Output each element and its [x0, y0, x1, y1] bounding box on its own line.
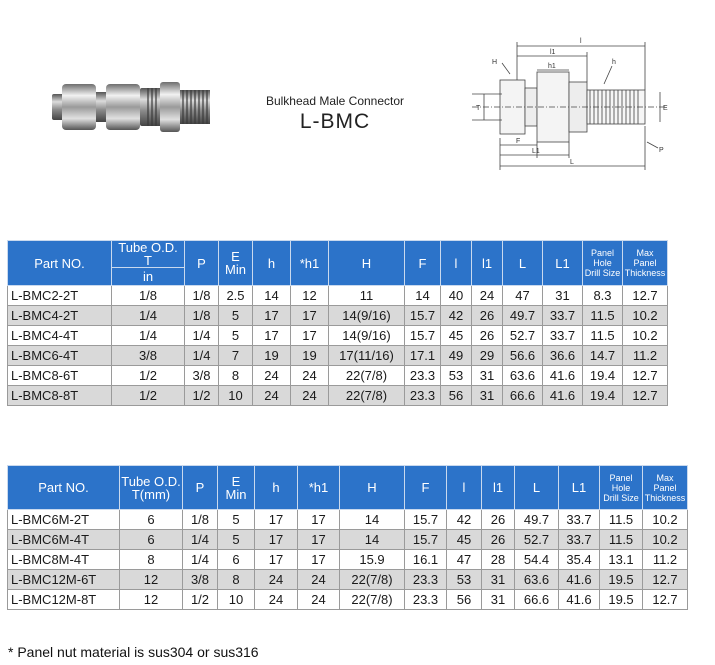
header-max-panel-1: Max	[656, 472, 674, 483]
table-cell: 26	[482, 510, 515, 530]
header-H: H	[329, 241, 405, 286]
table-cell: 63.6	[503, 366, 543, 386]
table-cell: 40	[441, 286, 472, 306]
table-cell: 19	[291, 346, 329, 366]
table-cell: 24	[298, 590, 340, 610]
header-panel-hole-1: Panel	[590, 248, 615, 258]
product-header	[0, 0, 715, 200]
table-cell: 24	[291, 386, 329, 406]
drawing-label-E: E	[663, 105, 668, 112]
table-cell: 14	[405, 286, 441, 306]
header-max-panel-3: Thickness	[624, 268, 666, 278]
table-cell: 16.1	[405, 550, 447, 570]
table-cell: 49.7	[503, 306, 543, 326]
part-number-cell: L-BMC8-6T	[8, 366, 112, 386]
table-cell: 24	[255, 570, 298, 590]
part-number-cell: L-BMC6-4T	[8, 346, 112, 366]
table-cell: 1/4	[112, 306, 185, 326]
table-cell: 19.5	[600, 590, 643, 610]
table-cell: 11.5	[600, 510, 643, 530]
table-cell: 66.6	[503, 386, 543, 406]
table-cell: 42	[447, 510, 482, 530]
table-cell: 28	[482, 550, 515, 570]
table-cell: 8	[219, 366, 253, 386]
table-cell: 22(7/8)	[329, 386, 405, 406]
table-cell: 66.6	[515, 590, 559, 610]
table-cell: 17	[255, 510, 298, 530]
table-cell: 12.7	[623, 286, 668, 306]
header-max-panel-2: Panel	[633, 258, 657, 268]
table-cell: 23.3	[405, 386, 441, 406]
table-row	[8, 570, 688, 590]
part-number-cell: L-BMC4-4T	[8, 326, 112, 346]
table-cell: 17	[253, 326, 291, 346]
header-panel-hole-3: Drill Size	[584, 268, 621, 278]
header-tube-t: T	[144, 253, 152, 268]
table-cell: 15.7	[405, 306, 441, 326]
header-tube-unit: in	[112, 268, 185, 286]
header-e-min: Min	[225, 262, 246, 277]
table-row	[8, 550, 688, 570]
table-cell: 6	[120, 530, 183, 550]
header-h1: *h1	[298, 466, 340, 510]
table-cell: 36.6	[543, 346, 583, 366]
header-tube-od	[112, 241, 185, 268]
table-row	[8, 326, 668, 346]
spec-table-metric-body	[8, 510, 688, 610]
table-cell: 14	[253, 286, 291, 306]
table-cell: 41.6	[543, 366, 583, 386]
part-number-cell: L-BMC6M-4T	[8, 530, 120, 550]
table-cell: 8.3	[583, 286, 623, 306]
table-cell: 29	[472, 346, 503, 366]
table-cell: 3/8	[112, 346, 185, 366]
table-cell: 54.4	[515, 550, 559, 570]
table-row	[8, 286, 668, 306]
spec-table-inch-body	[8, 286, 668, 406]
table-cell: 10.2	[623, 306, 668, 326]
header-L1: L1	[543, 241, 583, 286]
table-cell: 15.7	[405, 530, 447, 550]
drawing-label-H: H	[492, 59, 498, 66]
header-panel-hole	[600, 466, 643, 510]
table-cell: 5	[219, 306, 253, 326]
table-cell: 31	[482, 590, 515, 610]
table-cell: 31	[472, 366, 503, 386]
table-row	[8, 530, 688, 550]
table-cell: 31	[543, 286, 583, 306]
table-cell: 49	[441, 346, 472, 366]
table-cell: 19.4	[583, 366, 623, 386]
table-cell: 33.7	[543, 306, 583, 326]
header-e-min: Min	[225, 486, 247, 502]
table-cell: 14	[340, 530, 405, 550]
table-cell: 1/8	[185, 286, 219, 306]
table-cell: 11.2	[643, 550, 688, 570]
table-cell: 12.7	[643, 570, 688, 590]
table-cell: 17	[253, 306, 291, 326]
table-cell: 5	[219, 326, 253, 346]
table-cell: 17	[255, 550, 298, 570]
table-cell: 3/8	[185, 366, 219, 386]
table-cell: 24	[298, 570, 340, 590]
header-e	[219, 241, 253, 286]
table-row	[8, 366, 668, 386]
spec-table-metric	[7, 465, 688, 610]
drawing-label-h1: h1	[548, 63, 556, 70]
header-p: P	[183, 466, 218, 510]
header-l1: l1	[472, 241, 503, 286]
table-cell: 13.1	[600, 550, 643, 570]
header-part-no: Part NO.	[8, 466, 120, 510]
drawing-label-l1: l1	[550, 49, 556, 56]
table-row	[8, 306, 668, 326]
table-cell: 10.2	[643, 510, 688, 530]
table-cell: 33.7	[543, 326, 583, 346]
header-F: F	[405, 466, 447, 510]
table-row	[8, 386, 668, 406]
table-cell: 33.7	[559, 510, 600, 530]
header-H: H	[340, 466, 405, 510]
table-cell: 11.5	[583, 306, 623, 326]
header-h1: *h1	[291, 241, 329, 286]
table-cell: 8	[218, 570, 255, 590]
table-cell: 17	[291, 326, 329, 346]
table-cell: 23.3	[405, 366, 441, 386]
table-cell: 3/8	[183, 570, 218, 590]
header-l: l	[441, 241, 472, 286]
table-cell: 5	[218, 510, 255, 530]
header-panel-hole	[583, 241, 623, 286]
table-cell: 45	[447, 530, 482, 550]
bulkhead-connector-photo-icon	[52, 78, 212, 136]
table-cell: 12.7	[643, 590, 688, 610]
table-cell: 26	[472, 326, 503, 346]
table-cell: 53	[441, 366, 472, 386]
header-max-panel	[623, 241, 668, 286]
header-L: L	[515, 466, 559, 510]
header-h: h	[253, 241, 291, 286]
header-max-panel-2: Panel	[653, 482, 677, 493]
table-cell: 6	[120, 510, 183, 530]
table-row	[8, 510, 688, 530]
table-cell: 42	[441, 306, 472, 326]
header-e	[218, 466, 255, 510]
table-cell: 17	[298, 550, 340, 570]
table-cell: 56.6	[503, 346, 543, 366]
table-cell: 10	[219, 386, 253, 406]
table-cell: 1/4	[183, 530, 218, 550]
table-cell: 45	[441, 326, 472, 346]
table-cell: 7	[219, 346, 253, 366]
header-e-label: E	[231, 473, 241, 489]
table-cell: 1/4	[112, 326, 185, 346]
header-panel-hole-2: Hole	[611, 482, 631, 493]
table-cell: 23.3	[405, 570, 447, 590]
header-l: l	[447, 466, 482, 510]
drawing-label-F: F	[516, 138, 521, 145]
table-cell: 17	[298, 530, 340, 550]
header-e-label: E	[231, 249, 240, 264]
part-number-cell: L-BMC8M-4T	[8, 550, 120, 570]
table-cell: 15.7	[405, 510, 447, 530]
table-cell: 8	[120, 550, 183, 570]
drawing-label-L: L	[570, 159, 574, 166]
header-max-panel-3: Thickness	[644, 492, 686, 503]
table-cell: 10.2	[643, 530, 688, 550]
drawing-label-L1: L1	[532, 148, 540, 155]
table-cell: 24	[291, 366, 329, 386]
table-cell: 47	[447, 550, 482, 570]
table-cell: 1/2	[112, 366, 185, 386]
table-row	[8, 590, 688, 610]
table-cell: 41.6	[559, 570, 600, 590]
table-cell: 47	[503, 286, 543, 306]
table-cell: 31	[482, 570, 515, 590]
table-cell: 17(11/16)	[329, 346, 405, 366]
table-cell: 22(7/8)	[340, 570, 405, 590]
table-cell: 1/8	[185, 306, 219, 326]
table-cell: 1/4	[183, 550, 218, 570]
dimension-drawing-icon	[462, 30, 712, 195]
table-cell: 14(9/16)	[329, 306, 405, 326]
header-p: P	[185, 241, 219, 286]
header-l1: l1	[482, 466, 515, 510]
table-cell: 1/8	[183, 510, 218, 530]
header-max-panel-1: Max	[636, 248, 654, 258]
part-number-cell: L-BMC12M-8T	[8, 590, 120, 610]
table-cell: 26	[482, 530, 515, 550]
table-cell: 1/8	[112, 286, 185, 306]
table-cell: 33.7	[559, 530, 600, 550]
table-cell: 19	[253, 346, 291, 366]
table-cell: 35.4	[559, 550, 600, 570]
table-cell: 63.6	[515, 570, 559, 590]
product-model: L-BMC	[299, 110, 371, 133]
table-cell: 10	[218, 590, 255, 610]
table-cell: 1/2	[183, 590, 218, 610]
table-cell: 19.5	[600, 570, 643, 590]
table-cell: 14	[340, 510, 405, 530]
table-cell: 41.6	[543, 386, 583, 406]
part-number-cell: L-BMC4-2T	[8, 306, 112, 326]
header-h: h	[255, 466, 298, 510]
table-row	[8, 346, 668, 366]
table-cell: 14.7	[583, 346, 623, 366]
part-number-cell: L-BMC8-8T	[8, 386, 112, 406]
table-cell: 22(7/8)	[329, 366, 405, 386]
table-cell: 56	[441, 386, 472, 406]
header-panel-hole-3: Drill Size	[603, 492, 639, 503]
table-cell: 24	[255, 590, 298, 610]
table-cell: 1/2	[112, 386, 185, 406]
table-cell: 17	[298, 510, 340, 530]
table-cell: 17	[291, 306, 329, 326]
table-cell: 12.7	[623, 386, 668, 406]
table-cell: 1/4	[185, 326, 219, 346]
table-cell: 56	[447, 590, 482, 610]
table-cell: 23.3	[405, 590, 447, 610]
table-cell: 1/2	[185, 386, 219, 406]
table-cell: 15.7	[405, 326, 441, 346]
product-subtitle: Bulkhead Male Connector	[265, 94, 405, 108]
header-tube-t: T(mm)	[131, 486, 171, 502]
footnote: * Panel nut material is sus304 or sus316	[8, 644, 259, 660]
header-part-no: Part NO.	[8, 241, 112, 286]
table-cell: 53	[447, 570, 482, 590]
table-cell: 6	[218, 550, 255, 570]
table-cell: 31	[472, 386, 503, 406]
drawing-label-T: T	[476, 105, 481, 112]
table-cell: 2.5	[219, 286, 253, 306]
table-cell: 41.6	[559, 590, 600, 610]
table-cell: 24	[472, 286, 503, 306]
table-cell: 12	[291, 286, 329, 306]
table-cell: 12	[120, 570, 183, 590]
table-cell: 24	[253, 386, 291, 406]
header-L1: L1	[559, 466, 600, 510]
header-panel-hole-1: Panel	[609, 472, 633, 483]
part-number-cell: L-BMC2-2T	[8, 286, 112, 306]
product-title-block	[235, 94, 435, 134]
table-cell: 10.2	[623, 326, 668, 346]
header-F: F	[405, 241, 441, 286]
header-tube-od-label: Tube O.D.	[121, 473, 181, 489]
drawing-label-h: h	[612, 59, 616, 66]
table-cell: 19.4	[583, 386, 623, 406]
part-number-cell: L-BMC12M-6T	[8, 570, 120, 590]
table-cell: 5	[218, 530, 255, 550]
table-cell: 22(7/8)	[340, 590, 405, 610]
table-cell: 11.2	[623, 346, 668, 366]
table-cell: 1/4	[185, 346, 219, 366]
header-panel-hole-2: Hole	[593, 258, 612, 268]
table-cell: 24	[253, 366, 291, 386]
header-max-panel	[643, 466, 688, 510]
table-cell: 52.7	[515, 530, 559, 550]
spec-table-inch	[7, 240, 668, 406]
header-tube-od	[120, 466, 183, 510]
table-cell: 12.7	[623, 366, 668, 386]
drawing-label-l: l	[580, 38, 582, 45]
table-cell: 11.5	[583, 326, 623, 346]
table-cell: 26	[472, 306, 503, 326]
table-cell: 11.5	[600, 530, 643, 550]
table-cell: 17	[255, 530, 298, 550]
table-cell: 12	[120, 590, 183, 610]
part-number-cell: L-BMC6M-2T	[8, 510, 120, 530]
table-cell: 15.9	[340, 550, 405, 570]
drawing-label-P: P	[659, 147, 664, 154]
table-cell: 52.7	[503, 326, 543, 346]
table-cell: 11	[329, 286, 405, 306]
table-cell: 14(9/16)	[329, 326, 405, 346]
header-tube-od-label: Tube O.D.	[118, 240, 178, 255]
header-L: L	[503, 241, 543, 286]
table-cell: 17.1	[405, 346, 441, 366]
table-cell: 49.7	[515, 510, 559, 530]
